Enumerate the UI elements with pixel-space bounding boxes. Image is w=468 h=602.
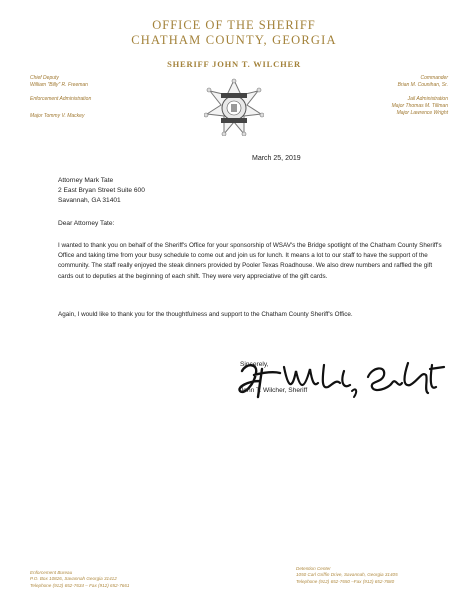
- footer-line: Telephone (912) 652-7634 – Fax (912) 652-7661: [30, 582, 130, 588]
- staff-name: Brian M. Counihan, Sr.: [397, 82, 448, 88]
- footer-line: 1050 Carl Griffin Drive, Savannah, Georgia 31405: [296, 572, 398, 578]
- footer-line: Detention Center: [296, 566, 331, 571]
- address-line: Savannah, GA 31401: [58, 197, 121, 205]
- staff-title: Commander: [420, 75, 448, 81]
- body-paragraph: Again, I would like to thank you for the thoughtfulness and support to the Chatham County Sheriff's Office.: [58, 311, 353, 318]
- badge-banner-bottom: [221, 118, 247, 123]
- staff-title: Chief Deputy: [30, 75, 59, 81]
- badge-banner-top: [221, 93, 247, 98]
- staff-title: Enforcement Administration: [30, 96, 92, 102]
- sheriff-star-badge: [204, 78, 264, 136]
- letter-date: March 25, 2019: [252, 155, 301, 162]
- staff-left-1: [30, 75, 88, 89]
- office-title: OFFICE OF THE SHERIFF: [152, 18, 316, 32]
- staff-right-3: [397, 110, 448, 117]
- staff-right-1: [398, 75, 448, 89]
- address-line: 2 East Bryan Street Suite 600: [58, 187, 145, 195]
- footer-line: Telephone (912) 652-7650 –Fax (912) 652-7680: [296, 578, 395, 584]
- staff-name: William "Billy" R. Freeman: [30, 82, 88, 88]
- sheriff-name: SHERIFF JOHN T. WILCHER: [167, 59, 301, 69]
- staff-left-2: [30, 96, 91, 103]
- county-title: CHATHAM COUNTY, GEORGIA: [131, 33, 337, 47]
- staff-title: Major Lawrence Wright: [396, 110, 448, 116]
- handwritten-signature: [232, 357, 450, 403]
- staff-title: Jail Administration: [407, 96, 448, 102]
- footer-line: P.O. Box 10826, Savannah Georgia 31412: [30, 576, 117, 582]
- staff-name: Major Thomas M. Tillman: [391, 103, 448, 109]
- staff-right-2: [392, 96, 448, 110]
- staff-title: Major Tommy V. Mackey: [30, 113, 85, 119]
- salutation: Dear Attorney Tate:: [58, 220, 115, 227]
- footer-detention: [296, 566, 398, 585]
- address-line: Attorney Mark Tate: [58, 177, 114, 184]
- footer-line: Enforcement Bureau: [30, 570, 73, 575]
- footer-enforcement: [30, 570, 129, 589]
- closing: Sincerely,: [240, 361, 269, 368]
- body-paragraph: I wanted to thank you on behalf of the Sheriff's Office for your sponsorship of WSAV's the Bridge spotlight of the Chatham County Sheriff's Office and taking time from your busy schedule to come out and join us for lunch. It means a lot to our staff to have the support of the community. The staff really enjoyed the steak dinners provided by Pooler Texas Roadhouse. We also drew numbers and raffled the gift cards out to deputies at the beginning of each shift. They were very appreciative of the gift cards.: [58, 242, 442, 280]
- signer-name: John T. Wilcher, Sheriff: [240, 387, 308, 394]
- recipient-address: [58, 176, 145, 207]
- staff-left-3: [30, 113, 84, 120]
